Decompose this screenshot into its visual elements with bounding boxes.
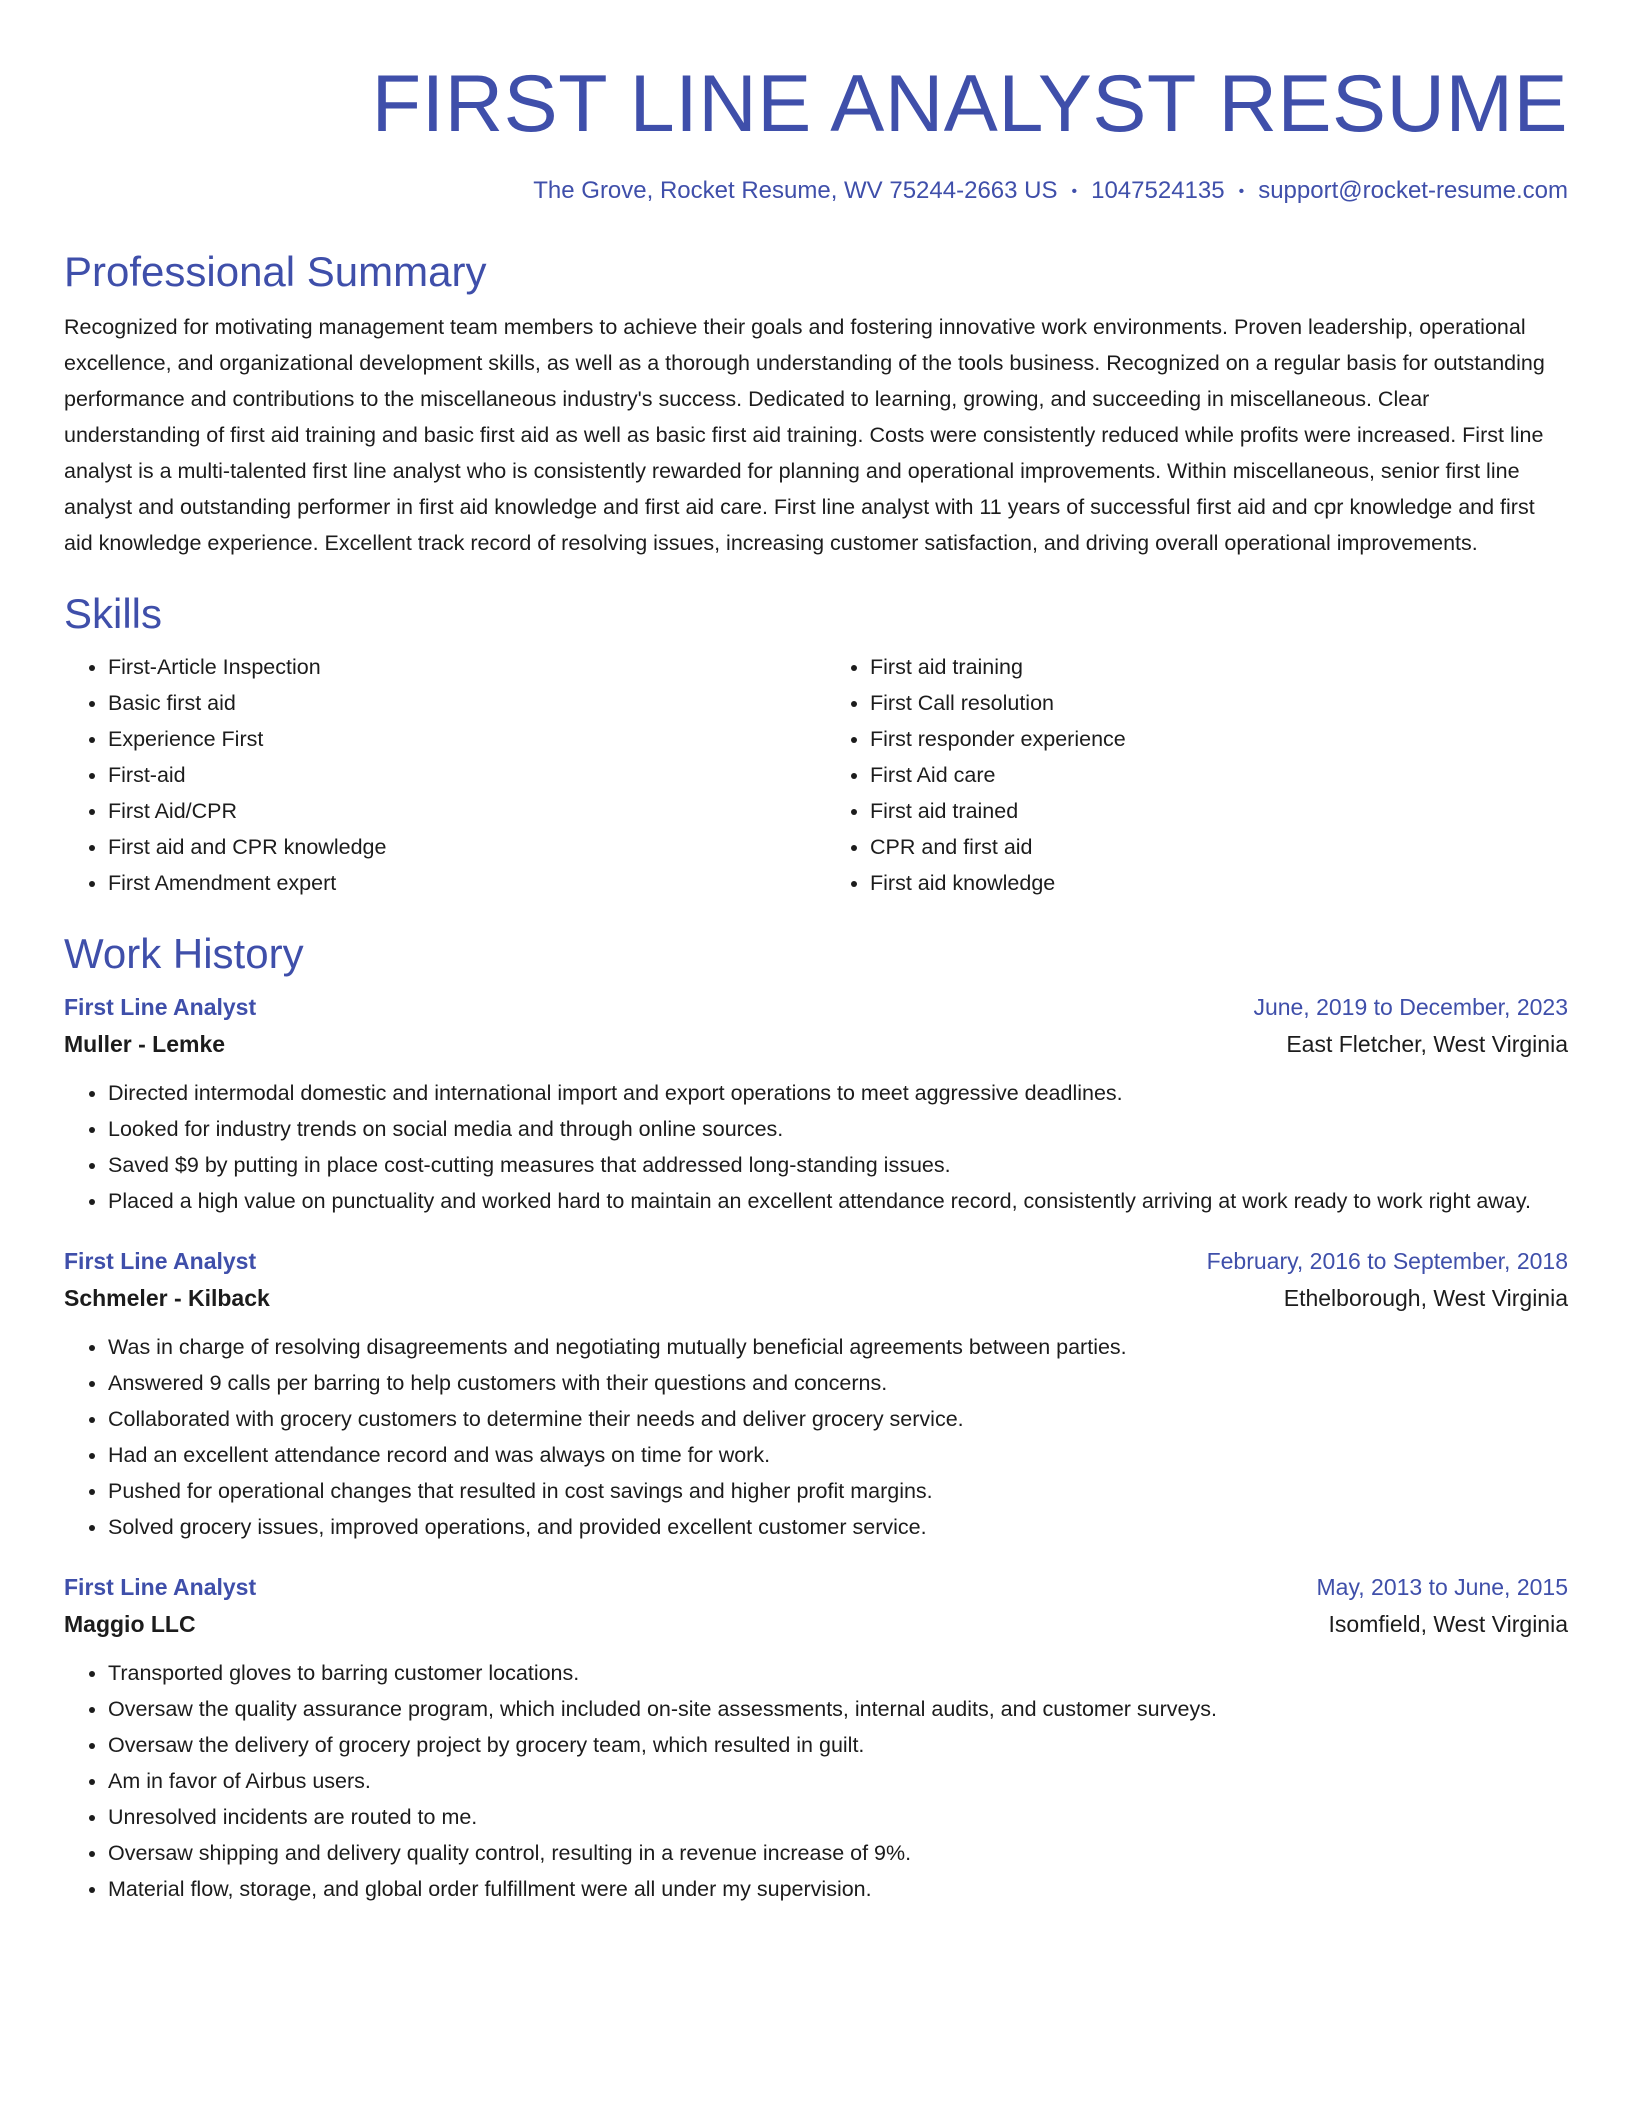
job-bullet: • Am in favor of Airbus users. [108, 1763, 1568, 1799]
job-title: First Line Analyst [64, 1248, 257, 1274]
job-header-row [64, 1243, 1568, 1279]
job-company-row [64, 1025, 1568, 1063]
job-bullet: • Oversaw the quality assurance program, which included on-site assessments, internal audits, and customer surveys. [108, 1691, 1568, 1727]
job-bullet: • Placed a high value on punctuality and worked hard to maintain an excellent attendance record, consistently arriving at work ready to work right away. [108, 1183, 1568, 1219]
job-company: Maggio LLC [64, 1611, 196, 1637]
job-company-row [64, 1279, 1568, 1317]
resume-page [64, 0, 1568, 1907]
skill-item: • First aid training [870, 649, 1568, 685]
contact-separator: • [1238, 183, 1245, 200]
job-location: Ethelborough, West Virginia [1283, 1285, 1568, 1311]
skill-item: • First-Article Inspection [108, 649, 806, 685]
job-bullets [64, 1329, 1568, 1545]
job-bullet: • Transported gloves to barring customer locations. [108, 1655, 1568, 1691]
job-header-row [64, 989, 1568, 1025]
page-title: FIRST LINE ANALYST RESUME [371, 59, 1568, 149]
job-bullet: • Unresolved incidents are routed to me. [108, 1799, 1568, 1835]
job-title: First Line Analyst [64, 994, 257, 1020]
job-entry [64, 1243, 1568, 1545]
job-company: Muller - Lemke [64, 1031, 226, 1057]
skills-heading: Skills [64, 590, 163, 637]
job-bullets [64, 1075, 1568, 1219]
job-company-row [64, 1605, 1568, 1643]
skills-grid [64, 649, 1568, 901]
skill-item: • First aid trained [870, 793, 1568, 829]
job-bullet: • Solved grocery issues, improved operations, and provided excellent customer service. [108, 1509, 1568, 1545]
skills-list-right [826, 649, 1568, 901]
job-bullet: • Looked for industry trends on social media and through online sources. [108, 1111, 1568, 1147]
contact-address: The Grove, Rocket Resume, WV 75244-2663 US [533, 177, 1058, 204]
summary-heading: Professional Summary [64, 248, 487, 295]
job-entry [64, 989, 1568, 1219]
job-bullet: • Pushed for operational changes that resulted in cost savings and higher profit margins. [108, 1473, 1568, 1509]
job-company: Schmeler - Kilback [64, 1285, 270, 1311]
job-bullet: • Oversaw the delivery of grocery project by grocery team, which resulted in guilt. [108, 1727, 1568, 1763]
skill-item: • First Aid/CPR [108, 793, 806, 829]
job-bullet: • Had an excellent attendance record and was always on time for work. [108, 1437, 1568, 1473]
job-bullet: • Was in charge of resolving disagreements and negotiating mutually beneficial agreements between parties. [108, 1329, 1568, 1365]
contact-line [64, 176, 1568, 207]
job-dates: June, 2019 to December, 2023 [1253, 994, 1568, 1020]
skill-item: • First aid and CPR knowledge [108, 829, 806, 865]
job-bullet: • Answered 9 calls per barring to help customers with their questions and concerns. [108, 1365, 1568, 1401]
job-dates: May, 2013 to June, 2015 [1316, 1574, 1568, 1600]
contact-separator: • [1071, 183, 1078, 200]
job-bullet: • Material flow, storage, and global order fulfillment were all under my supervision. [108, 1871, 1568, 1907]
job-bullet: • Collaborated with grocery customers to determine their needs and deliver grocery service. [108, 1401, 1568, 1437]
job-bullets [64, 1655, 1568, 1907]
job-title: First Line Analyst [64, 1574, 257, 1600]
skill-item: • First responder experience [870, 721, 1568, 757]
skill-item: • CPR and first aid [870, 829, 1568, 865]
job-location: East Fletcher, West Virginia [1286, 1031, 1568, 1057]
work-history-heading: Work History [64, 930, 304, 977]
contact-email: support@rocket-resume.com [1258, 177, 1568, 204]
job-bullet: • Oversaw shipping and delivery quality control, resulting in a revenue increase of 9%. [108, 1835, 1568, 1871]
job-bullet: • Saved $9 by putting in place cost-cutting measures that addressed long-standing issues. [108, 1147, 1568, 1183]
skill-item: • First-aid [108, 757, 806, 793]
summary-paragraph: Recognized for motivating management team members to achieve their goals and fostering innovative work environments. Proven leadership, operational excellence, and organizational development skills, as well as a thorough understanding of the tools business. Recognized on a regular basis for outstanding performance and contributions to the miscellaneous industry's success. Dedicated to learning, growing, and succeeding in miscellaneous. Clear understanding of first aid training and basic first aid as well as basic first aid training. Costs were consistently reduced while profits were increased. First line analyst is a multi-talented first line analyst who is consistently rewarded for planning and operational improvements. Within miscellaneous, senior first line analyst and outstanding performer in first aid knowledge and first aid care. First line analyst with 11 years of successful first aid and cpr knowledge and first aid knowledge experience. Excellent track record of resolving issues, increasing customer satisfaction, and driving overall operational improvements. [64, 315, 1545, 555]
skill-item: • Experience First [108, 721, 806, 757]
contact-phone: 1047524135 [1091, 177, 1225, 204]
skill-item: • Basic first aid [108, 685, 806, 721]
job-entry [64, 1569, 1568, 1907]
job-location: Isomfield, West Virginia [1328, 1611, 1568, 1637]
skill-item: • First Amendment expert [108, 865, 806, 901]
job-bullet: • Directed intermodal domestic and international import and export operations to meet aggressive deadlines. [108, 1075, 1568, 1111]
skill-item: • First Aid care [870, 757, 1568, 793]
skill-item: • First Call resolution [870, 685, 1568, 721]
job-dates: February, 2016 to September, 2018 [1206, 1248, 1568, 1274]
job-header-row [64, 1569, 1568, 1605]
skills-list-left [64, 649, 806, 901]
skill-item: • First aid knowledge [870, 865, 1568, 901]
